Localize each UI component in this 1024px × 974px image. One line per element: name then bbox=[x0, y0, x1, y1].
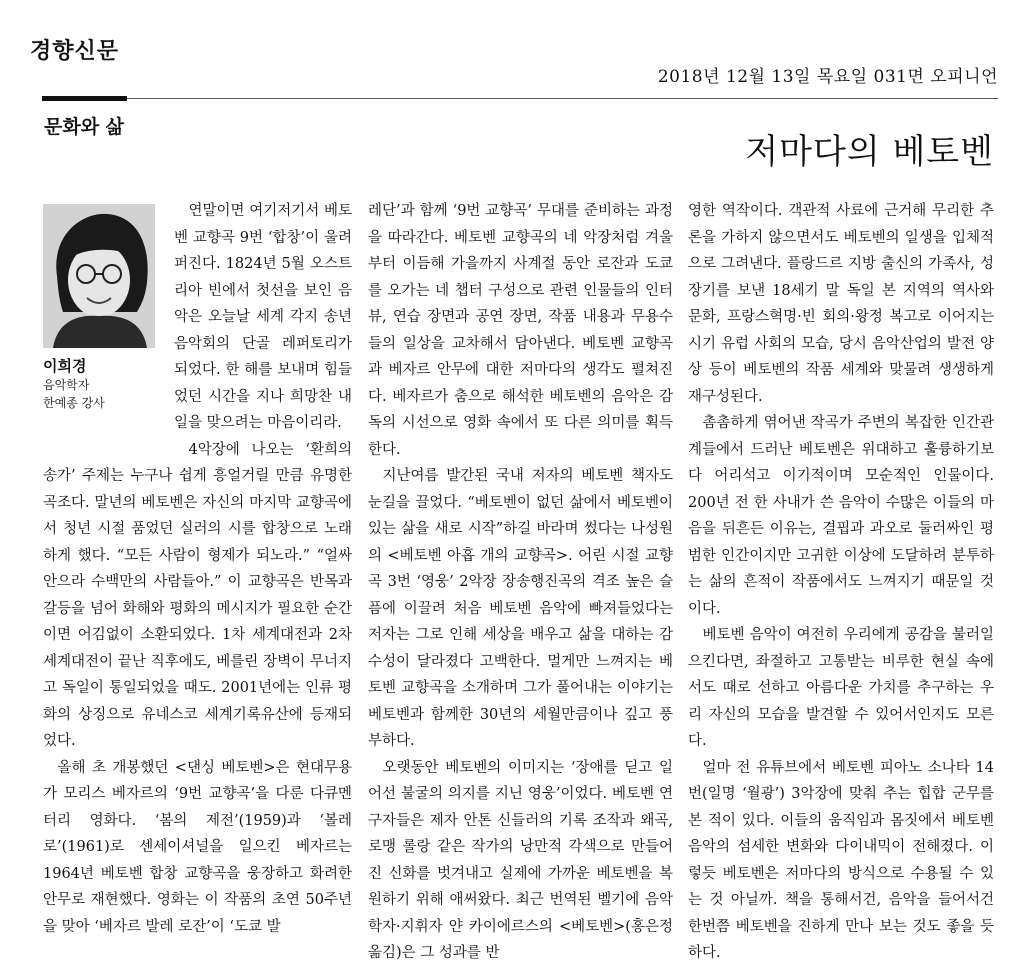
author-affiliation: 한예종 강사 bbox=[43, 396, 105, 410]
paragraph: 연말이면 여기저기서 베토벤 교향곡 9번 ‘합창’이 울려 퍼진다. 1824년 5월 오스트리아 빈에서 첫선을 보인 음악은 오늘날 세계 각지 송년음악회의 단골 레퍼토리가 되었다. 한 해를 보내며 힘들었던 시간을 지나 희망찬 내일을 맞으려는 마음이리라. bbox=[174, 203, 352, 431]
paragraph: 얼마 전 유튜브에서 베토벤 피아노 소나타 14번(일명 ‘월광’) 3악장에 맞춰 추는 힙합 군무를 본 적이 있다. 이들의 움직임과 몸짓에서 베토벤 음악의 섬세한 변화와 다이내믹이 전해졌다. 이렇듯 베토벤은 저마다의 방식으로 수용될 수 있는 것 아닐까. 책을 통해서건, 음악을 들어서건 한번쯤 베토벤을 진하게 만나 보는 것도 좋을 듯하다. bbox=[688, 759, 994, 961]
headline: 저마다의 베토벤 bbox=[745, 132, 994, 172]
paragraph: 올해 초 개봉했던 <댄싱 베토벤>은 현대무용가 모리스 베자르의 ‘9번 교향곡’을 다룬 다큐멘터리 영화다. ‘봄의 제전’(1959)과 ‘볼레로’(1961)로 센세이셔널을 일으킨 베자르는 1964년 베토벤 합창 교향곡을 웅장하고 화려한 안무로 재현했다. 영화는 이 작품의 초연 50주년을 맞아 ‘베자르 발레 로잔’이 ‘도쿄 발 bbox=[43, 759, 352, 935]
paragraph: 4악장에 나오는 ‘환희의 송가’ 주제는 누구나 쉽게 흥얼거릴 만큼 유명한 곡조다. 말년의 베토벤은 자신의 마지막 교향곡에서 청년 시절 품었던 실러의 시를 합창으로 노래하게 했다. “모든 사람이 형제가 되노라.” “얼싸 안으라 수백만의 사람들아.” 이 교향곡은 반목과 갈등을 넘어 화해와 평화의 메시지가 필요한 순간이면 어김없이 소환되었다. 1차 세계대전과 2차 세계대전이 끝난 직후에도, 베를린 장벽이 무너지고 독일이 통일되었을 때도. 2001년에는 인류 평화의 상징으로 유네스코 세계기록유산에 등재되었다. bbox=[43, 441, 352, 749]
dateline: 2018년 12월 13일 목요일 031면 오피니언 bbox=[657, 67, 998, 87]
masthead: 경향신문 bbox=[30, 39, 120, 64]
paragraph: 촘촘하게 엮어낸 작곡가 주변의 복잡한 인간관계들에서 드러난 베토벤은 위대하고 훌륭하기보다 어리석고 이기적이며 모순적인 인물이다. 200년 전 한 사내가 쓴 음악이 수많은 이들의 마음을 뒤흔든 이유는, 결핍과 과오로 둘러싸인 평범한 인간이지만 고귀한 이상에 도달하려 분투하는 삶의 흔적이 작품에서도 느껴지기 때문일 것이다. bbox=[688, 415, 994, 617]
article-column-3 bbox=[688, 198, 994, 967]
paragraph: 베토벤 음악이 여전히 우리에게 공감을 불러일으킨다면, 좌절하고 고통받는 비루한 현실 속에서도 때로 선하고 아름다운 가치를 추구하는 우리 자신의 모습을 발견할 수 있어서인지도 모른다. bbox=[688, 627, 994, 749]
section-rule-accent bbox=[42, 96, 127, 101]
header-rule bbox=[42, 98, 998, 99]
section-label: 문화와 삶 bbox=[44, 116, 125, 138]
photo-space bbox=[43, 198, 174, 438]
article-column-2 bbox=[368, 198, 673, 967]
author-name: 이희경 bbox=[43, 357, 87, 375]
paragraph: 영한 역작이다. 객관적 사료에 근거해 무리한 추론을 가하지 않으면서도 베토벤의 일생을 입체적으로 그려낸다. 플랑드르 지방 출신의 가족사, 성장기를 보낸 18세기 말 독일 본 지역의 역사와 문화, 프랑스혁명·빈 회의·왕정 복고로 이어지는 시기 유럽 사회의 모습, 당시 음악산업의 발전 양상 등이 베토벤의 작품 세계와 맞물려 생생하게 재구성된다. bbox=[688, 203, 994, 405]
paragraph: 레단’과 함께 ‘9번 교향곡’ 무대를 준비하는 과정을 따라간다. 베토벤 교향곡의 네 악장처럼 겨울부터 이듬해 가을까지 사계절 동안 로잔과 도쿄를 오가는 네 챕터 구성으로 관련 인물들의 인터뷰, 연습 장면과 공연 장면, 작품 내용과 무용수들의 일상을 교차해서 담아낸다. 베토벤 교향곡과 베자르 안무에 대한 저마다의 생각도 펼쳐진다. 베자르가 춤으로 해석한 베토벤의 음악은 감독의 시선으로 영화 속에서 또 다른 의미를 획득한다. bbox=[368, 203, 673, 458]
paragraph: 지난여름 발간된 국내 저자의 베토벤 책자도 눈길을 끌었다. “베토벤이 없던 삶에서 베토벤이 있는 삶을 새로 시작”하길 바라며 썼다는 나성원의 <베토벤 아홉 개의 교향곡>. 어린 시절 교향곡 3번 ‘영웅’ 2악장 장송행진곡의 격조 높은 슬픔에 이끌려 처음 베토벤 음악에 빠져들었다는 저자는 그로 인해 세상을 배우고 삶을 대하는 감수성이 달라졌다 고백한다. 멀게만 느껴지는 베토벤 교향곡을 소개하며 그가 풀어내는 이야기는 베토벤과 함께한 30년의 세월만큼이나 깊고 풍부하다. bbox=[368, 468, 673, 749]
paragraph: 오랫동안 베토벤의 이미지는 ‘장애를 딛고 일어선 불굴의 의지를 지닌 영웅’이었다. 베토벤 연구자들은 제자 안톤 신들러의 기록 조작과 왜곡, 로맹 롤랑 같은 작가의 낭만적 각색으로 만들어진 신화를 벗겨내고 실제에 가까운 베토벤을 복원하기 위해 애써왔다. 최근 번역된 벨기에 음악학자·지휘자 얀 카이에르스의 <베토벤>(홍은정 옮김)은 그 성과를 반 bbox=[368, 759, 673, 961]
author-role: 음악학자 bbox=[43, 378, 90, 392]
article-column-1 bbox=[43, 198, 352, 940]
